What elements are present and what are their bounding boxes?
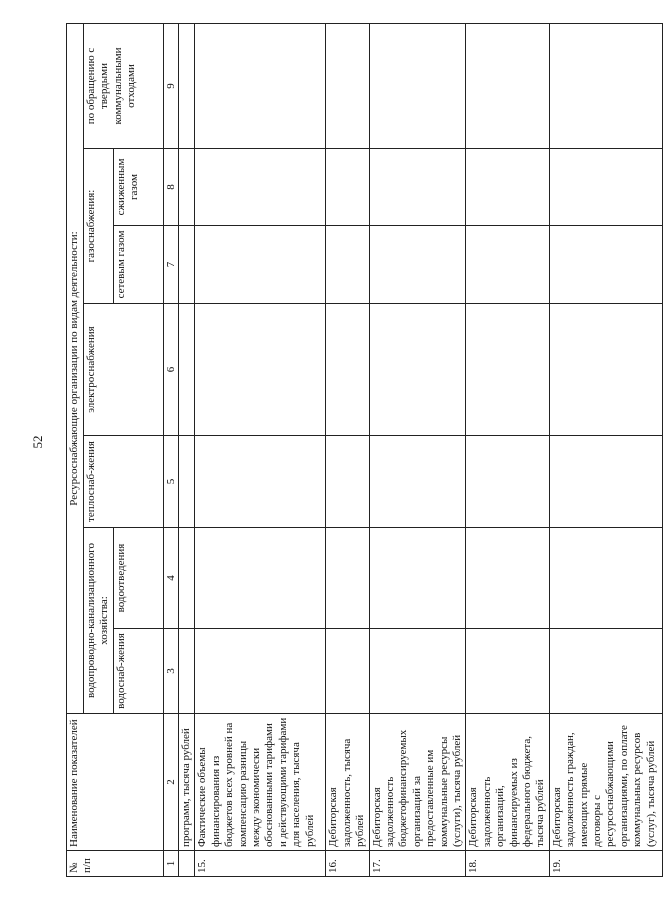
header-heat: теплоснаб-жения xyxy=(84,436,164,528)
col-number: 3 xyxy=(163,629,178,714)
col-number: 9 xyxy=(163,23,178,148)
row-name: Дебиторская задолженность организаций, финансируемых из федерального бюджета, тысяча рублей xyxy=(466,714,549,851)
col-number: 7 xyxy=(163,226,178,304)
header-gas-network: сетевым газом xyxy=(113,226,163,304)
header-num: № п/п xyxy=(67,851,164,877)
table-row xyxy=(326,23,369,876)
page-number: 52 xyxy=(30,435,45,449)
resource-organizations-table xyxy=(66,23,663,877)
row-num: 19. xyxy=(549,851,662,877)
header-name: Наименование показателей xyxy=(67,714,164,851)
header-waste: по обращению с твердыми коммунальными отходами xyxy=(84,23,164,148)
header-water-disposal: водоотведения xyxy=(113,528,163,629)
row-name: Фактические объемы финансирования из бюджетов всех уровней на компенсацию разницы между экономически обоснованными тарифами и действующими тарифами для населения, тысяча рублей xyxy=(195,714,326,851)
header-group-title: Ресурсоснабжающие организации по видам деятельности: xyxy=(67,23,84,713)
header-water-group: водопроводно-канализационного хозяйства: xyxy=(84,528,114,714)
header-gas-liquefied: сжиженным газом xyxy=(113,149,163,226)
row-num: 17. xyxy=(369,851,466,877)
header-power: электроснабжения xyxy=(84,304,164,436)
row-num: 16. xyxy=(326,851,369,877)
rotated-table-frame xyxy=(66,24,657,877)
col-number: 1 xyxy=(163,851,178,877)
table-row xyxy=(178,23,194,876)
table-row xyxy=(195,23,326,876)
row-num xyxy=(178,851,194,877)
col-number: 5 xyxy=(163,436,178,528)
row-name: программ, тысяча рублей xyxy=(178,714,194,851)
table-row xyxy=(466,23,549,876)
table-row xyxy=(549,23,662,876)
row-name: Дебиторская задолженность, тысяча рублей xyxy=(326,714,369,851)
col-number: 4 xyxy=(163,528,178,629)
row-num: 15. xyxy=(195,851,326,877)
table-row xyxy=(369,23,466,876)
row-name: Дебиторская задолженность бюджетофинансируемых организаций за предоставленные им коммунальные ресурсы (услуги), тысяча рублей xyxy=(369,714,466,851)
col-number: 2 xyxy=(163,714,178,851)
row-num: 18. xyxy=(466,851,549,877)
col-number: 8 xyxy=(163,149,178,226)
header-gas-group: газоснабжения: xyxy=(84,149,114,304)
header-water-supply: водоснаб-жения xyxy=(113,629,163,714)
row-name: Дебиторская задолженность граждан, имеющих прямые договоры с ресурсоснабжающими организациями, по оплате коммунальных ресурсов (услуг), тысяча рублей xyxy=(549,714,662,851)
col-number: 6 xyxy=(163,304,178,436)
